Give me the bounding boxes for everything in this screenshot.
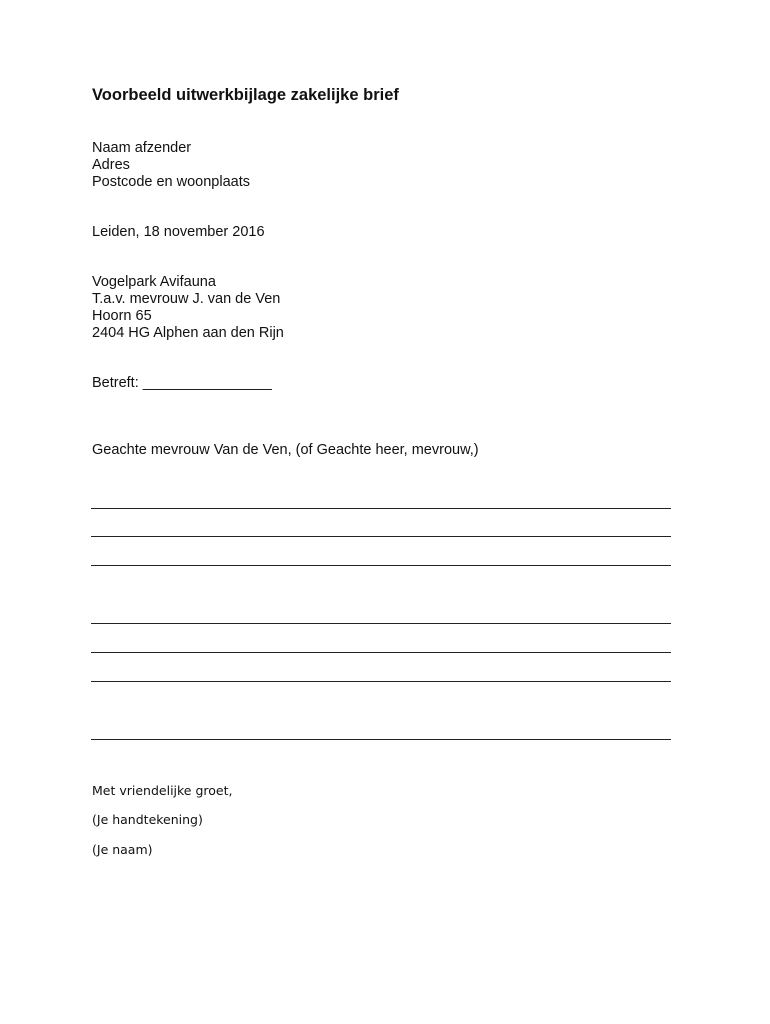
recipient-street: Hoorn 65 (92, 308, 152, 324)
subject-line (92, 375, 272, 392)
recipient-attention: T.a.v. mevrouw J. van de Ven (92, 291, 281, 307)
document-title: Voorbeeld uitwerkbijlage zakelijke brief (92, 86, 399, 104)
salutation-text: Geachte mevrouw Van de Ven, (of Geachte heer, mevrouw,) (92, 442, 479, 458)
recipient-organization: Vogelpark Avifauna (92, 274, 216, 290)
writing-line (91, 652, 671, 653)
place-date (92, 224, 265, 241)
writing-line (91, 536, 671, 537)
closing-signature: (Je handtekening) (92, 812, 203, 827)
sender-address: Adres (92, 157, 130, 173)
sender-name: Naam afzender (92, 140, 192, 156)
subject-text: Betreft: ________________ (92, 375, 272, 391)
recipient-block (92, 274, 284, 342)
writing-line (91, 623, 671, 624)
salutation (92, 442, 479, 459)
closing-greeting: Met vriendelijke groet, (92, 783, 233, 798)
recipient-postal-city: 2404 HG Alphen aan den Rijn (92, 325, 284, 341)
closing-name: (Je naam) (92, 842, 153, 857)
writing-line (91, 681, 671, 682)
writing-line (91, 565, 671, 566)
writing-line (91, 508, 671, 509)
sender-block (92, 140, 250, 191)
place-date-text: Leiden, 18 november 2016 (92, 224, 265, 240)
sender-postal-city: Postcode en woonplaats (92, 174, 250, 190)
writing-line (91, 739, 671, 740)
